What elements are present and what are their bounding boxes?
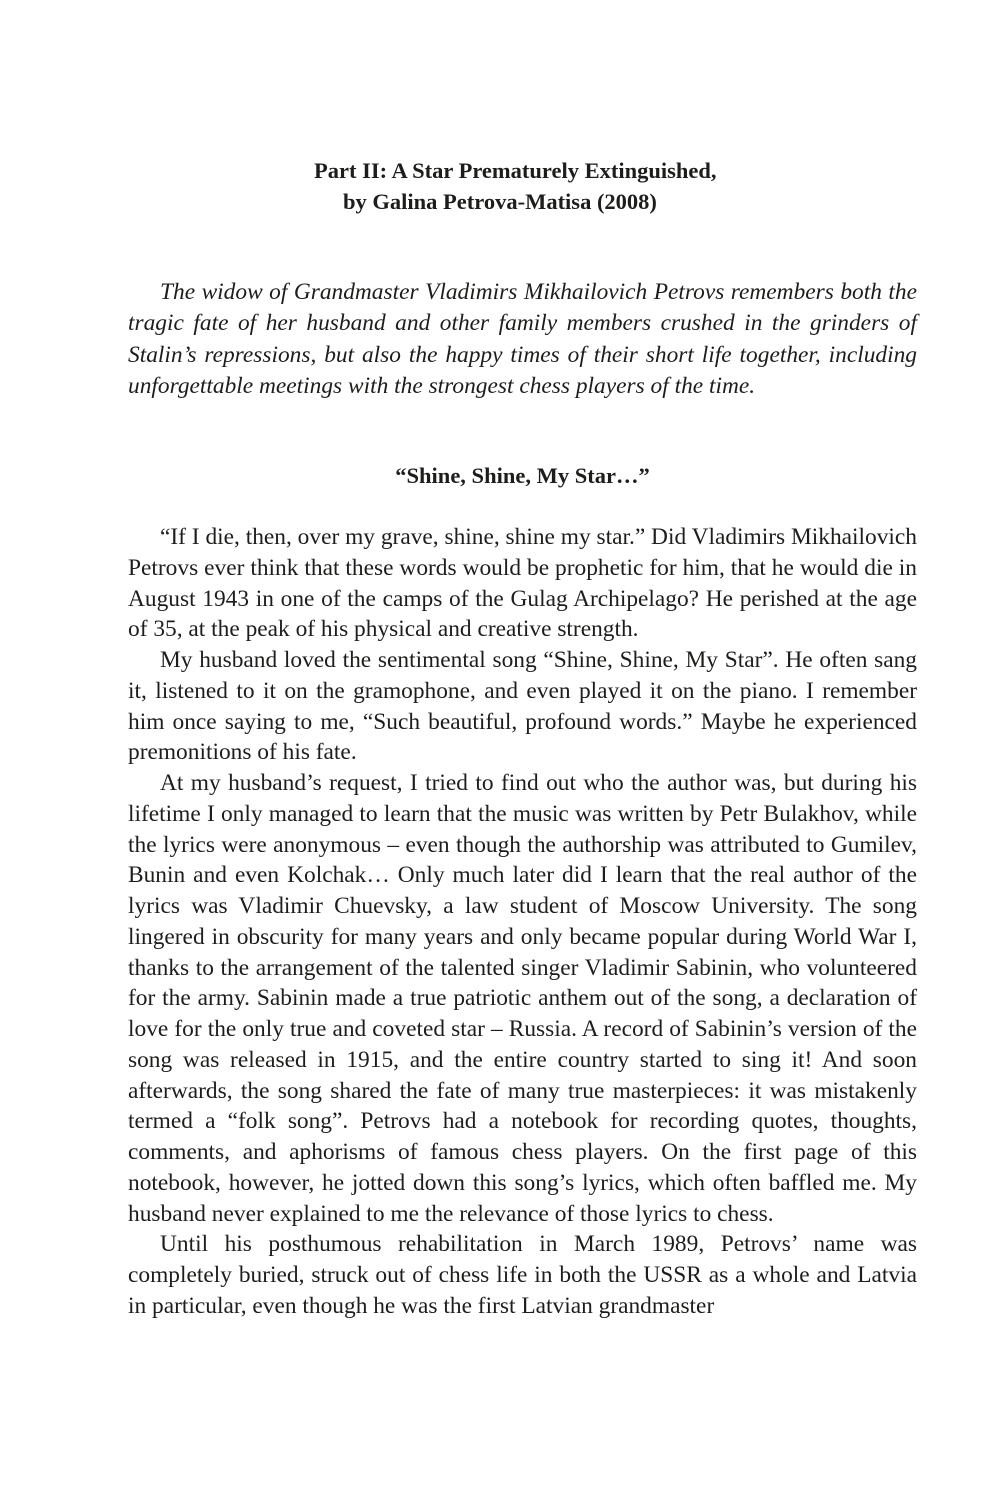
- section-heading: “Shine, Shine, My Star…”: [395, 463, 650, 488]
- body-paragraph: “If I die, then, over my grave, shine, shine my star.” Did Vladimirs Mikhailovich Petrovs ever think that these words would be prophetic for him, that he would die in August 1943 in one of the camps of the Gulag Archipelago? He perished at the age of 35, at the peak of his physical and creative strength.: [128, 524, 917, 643]
- part-heading: [128, 155, 917, 217]
- body-text: [128, 522, 917, 1322]
- body-paragraph: At my husband’s request, I tried to find out who the author was, but during his lifetime I only managed to learn that the music was written by Petr Bulakhov, while the lyrics were anonymous – even though the authorship was attributed to Gumilev, Bunin and even Kolchak… Only much later did I learn that the real author of the lyrics was Vladimir Chuevsky, a law student of Moscow University. The song lingered in obscurity for many years and only became popular during World War I, thanks to the arrangement of the talented singer Vladimir Sabinin, who volunteered for the army. Sabinin made a true patriotic anthem out of the song, a declaration of love for the only true and coveted star – Russia. A record of Sabinin’s version of the song was released in 1915, and the entire country started to sing it! And soon afterwards, the song shared the fate of many true masterpieces: it was mistakenly termed a “folk song”. Petrovs had a notebook for recording quotes, thoughts, comments, and aphorisms of famous chess players. On the first page of this notebook, however, he jotted down this song’s lyrics, which often baffled me. My husband never explained to me the relevance of those lyrics to chess.: [128, 770, 917, 1227]
- intro-paragraph: The widow of Grandmaster Vladimirs Mikhailovich Petrovs remembers both the tragic fate of her husband and other family members crushed in the grinders of Stalin’s repressions, but also the happy times of their short life together, including unforgettable meetings with the strongest chess players of the time.: [128, 279, 917, 400]
- part-heading-line-1: Part II: A Star Prematurely Extinguished,: [314, 158, 717, 183]
- body-paragraph: My husband loved the sentimental song “Shine, Shine, My Star”. He often sang it, listened to it on the gramophone, and even played it on the piano. I remember him once saying to me, “Such beautiful, profound words.” Maybe he experienced premonitions of his fate.: [128, 647, 917, 766]
- body-paragraph: Until his posthumous rehabilitation in March 1989, Petrovs’ name was completely buried, struck out of chess life in both the USSR as a whole and Latvia in particular, even though he was the first Latvian grandmaster: [128, 1231, 917, 1319]
- part-heading-line-2: by Galina Petrova-Matisa (2008): [343, 189, 657, 214]
